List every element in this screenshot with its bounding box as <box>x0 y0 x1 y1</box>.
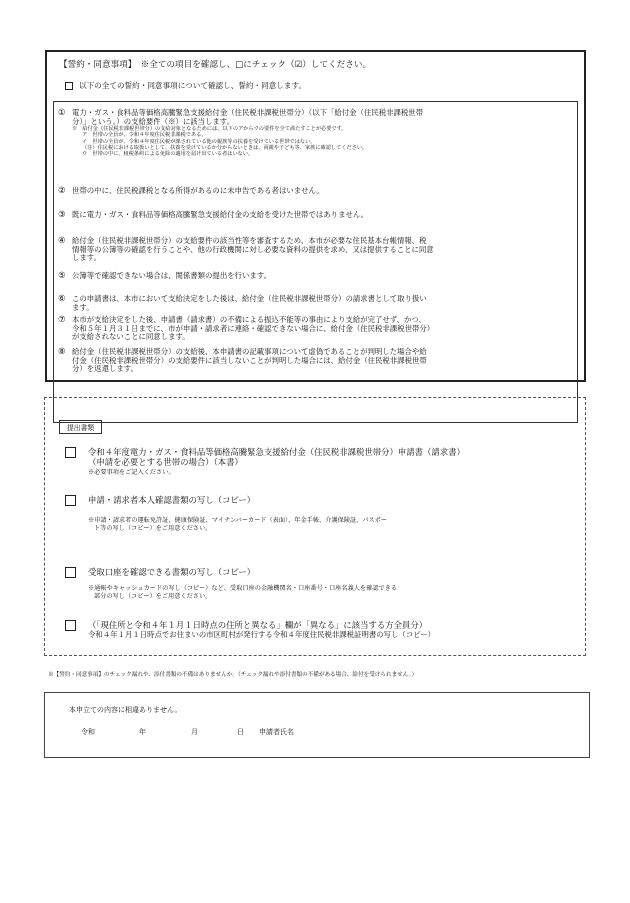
month-label: 月 <box>191 728 198 736</box>
document-item-3: 受取口座を確認できる書類の写し（コピー） ※通帳やキャッシュカードの写し（コピー）など、受取口座の金融機関名・口座番号・口座名義人を確認できる 部分の写し（コピー）をご用意ください。 <box>65 567 575 600</box>
date-signature-line <box>81 727 294 737</box>
document-checkbox-1[interactable] <box>65 447 76 458</box>
agree-all-label: 以下の全ての誓約・同意事項について確認し、誓約・同意します。 <box>79 81 307 90</box>
pledge-section <box>45 50 586 382</box>
document-checkbox-2[interactable] <box>65 495 76 506</box>
document-item-4: （「現住所と令和４年１月１日時点の住所と異なる」欄が「異なる」に該当する方全員分） 令和４年１月１日時点でお住まいの市区町村が発行する令和４年度住民税非課税証明書の写し（コピー） <box>65 620 575 640</box>
pledge-item-7: ⑦ 本市が支給決定をした後、申請書（請求書）の不備による振込不能等の事由により支給が完了せず、かつ、 令和５年１月３１日までに、市が申請・請求者に連絡・確認できない場合に、給付金（住民税非課税世帯分） が支給されないことに同意します。 <box>58 315 435 342</box>
confirmation-section <box>44 692 590 758</box>
pledge-item-1: ① 電力・ガス・食料品等価格高騰緊急支援給付金（住民税非課税世帯分）（以下「給付金（住民税非課税世帯 分）」という。）の支給要件（※）に該当します。 ※ 給付金（住民税非課税世帯分）の支給対象となるためには、以下のアからウの要件を全て満たすことが必要です。 ア 世帯の全員が、令和４年度住民税非課税である。 イ 世帯の全員が、令和４年度住民税が課されている他の親族等の扶養を受けている世帯ではない。 （注）住民税における取扱いとして、扶養を受けているか分からないときは、両親や子ども等、家族に確認してください。 ウ 世帯の中に、租税条約による免除の適用を届け出ている者はいない。 <box>58 109 568 157</box>
pledge-header: 【誓約・同意事項】 ※全ての項目を確認し、□にチェック（☑）してください。 <box>59 60 372 70</box>
pledge-item-5: ⑤ 公簿等で確認できない場合は、関係書類の提出を行います。 <box>58 271 271 281</box>
day-label: 日 <box>237 728 244 736</box>
agree-all-checkbox[interactable] <box>65 82 73 90</box>
eligibility-notes: ※ 給付金（住民税非課税世帯分）の支給対象となるためには、以下のアからウの要件を全て満たすことが必要です。 ア 世帯の全員が、令和４年度住民税非課税である。 イ 世帯の全員が、令和４年度住民税が課されている他の親族等の扶養を受けている世帯ではない。 （注）住民税における取扱いとして、扶養を受けているか分からないときは、両親や子ども等、家族に確認してください。 ウ 世帯の中に、租税条約による免除の適用を届け出ている者はいない。 <box>72 126 368 157</box>
year-label: 年 <box>139 728 146 736</box>
confirmation-text: 本申立ての内容に相違ありません。 <box>69 706 182 714</box>
document-item-1: 令和４年度電力・ガス・食料品等価格高騰緊急支援給付金（住民税非課税世帯分）申請書（請求書） （申請を必要とする世帯の場合）（本書） ※必要事項をご記入ください。 <box>65 447 575 477</box>
pledge-item-2: ② 世帯の中に、住民税課税となる所得があるのに未申告である者はいません。 <box>58 186 324 196</box>
documents-section <box>44 397 586 656</box>
pledge-item-4: ④ 給付金（住民税非課税世帯分）の支給要件の該当性等を審査するため、本市が必要な住民基本台帳情報、税 情報等の公簿等の確認を行うことや、他の行政機関に対し必要な資料の提供を求め、又は提供することに同意 します。 <box>58 236 434 263</box>
footnote: ※【誓約・同意事項】のチェック漏れや、添付書類の不備はありませんか。（チェック漏れや添付書類の不備がある場合、給付を受けられません。） <box>48 672 418 678</box>
pledge-items-box <box>53 101 578 423</box>
agree-all-row[interactable] <box>65 80 306 91</box>
document-checkbox-4[interactable] <box>65 620 76 631</box>
applicant-name-label: 申請者氏名 <box>259 728 294 736</box>
pledge-item-8: ⑧ 給付金（住民税非課税世帯分）の支給後、本申請書の記載事項について虚偽であることが判明した場合や給 付金（住民税非課税世帯分）の支給要件に該当しないことが判明した場合には、給付金（住民税非課税世帯 分）を返還します。 <box>58 347 427 374</box>
pledge-item-3: ③ 既に電力・ガス・食料品等価格高騰緊急支援給付金の支給を受けた世帯ではありません。 <box>58 210 369 220</box>
era-label: 令和 <box>81 728 95 736</box>
document-checkbox-3[interactable] <box>65 567 76 578</box>
documents-tag: 提出書類 <box>59 420 102 434</box>
document-item-2: 申請・請求者本人確認書類の写し（コピー） ※申請・請求者の運転免許証、健康保険証、マイナンバーカード（表面）、年金手帳、介護保険証、パスポー ト等の写し（コピー）をご用意ください。 <box>65 495 575 532</box>
pledge-item-6: ⑥ この申請書は、本市において支給決定をした後は、給付金（住民税非課税世帯分）の請求書として取り扱い ます。 <box>58 294 427 312</box>
